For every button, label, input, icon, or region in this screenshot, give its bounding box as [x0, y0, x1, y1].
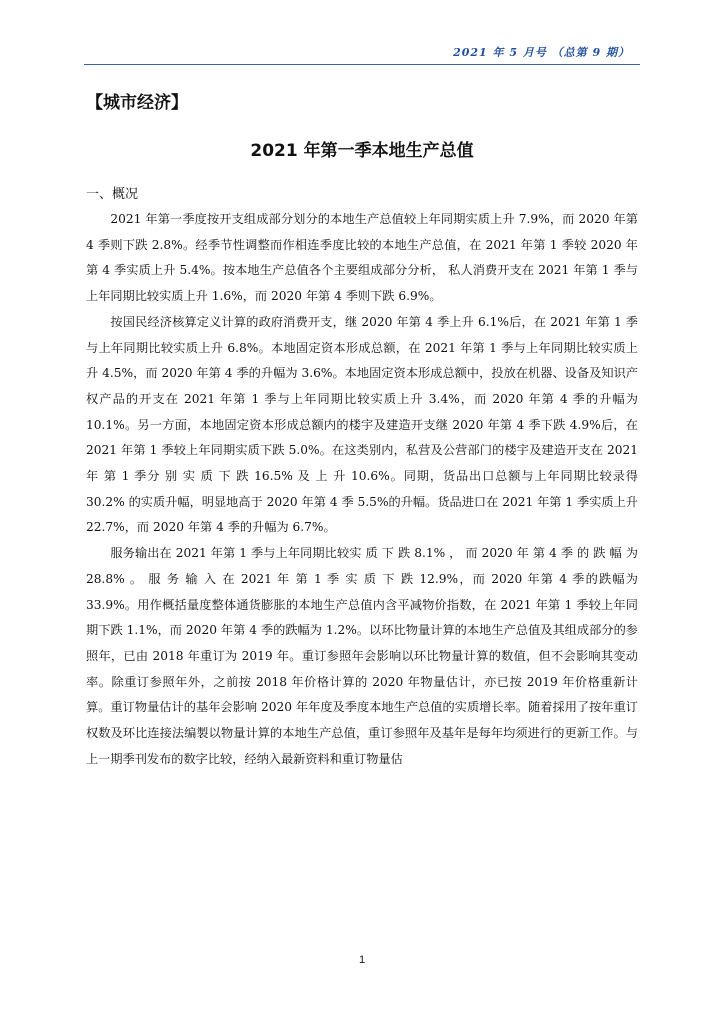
- section-heading: 一、概况: [86, 187, 139, 202]
- header-divider: [84, 64, 640, 65]
- article-title: 2021 年第一季本地生产总值: [250, 141, 474, 161]
- page-number: 1: [358, 954, 366, 966]
- paragraph: 按国民经济核算定义计算的政府消费开支，继 2020 年第 4 季上升 6.1%后，在 2021 年第 1 季与上年同期比较实质上升 6.8%。本地固定资本形成总额，在 2021 年第 1 季与上年同期比较实质上升 4.5%，而 2020 年第 4 季的升幅为 3.6%。本地固定资本形成总额中，投放在机器、设备及知识产权产品的开支在 2021 年第 1 季与上年同期比较实质上升 3.4%，而 2020 年第 4 季的升幅为 10.1%。另一方面，本地固定资本形成总额内的楼宇及建造开支继 2020 年第 4 季下跌 4.9%后，在 2021 年第 1 季较上年同期实质下跌 5.0%。在这类别内，私营及公营部门的楼宇及建造开支在 2021 年 第 1 季分 别 实 质 下 跌 16.5% 及 上 升 10.6%。同期，货品出口总额与上年同期比较录得 30.2% 的实质升幅，明显地高于 2020 年第 4 季 5.5%的升幅。货品进口在 2021 年第 1 季实质上升 22.7%，而 2020 年第 4 季的升幅为 6.7%。: [86, 314, 638, 535]
- article-body: [86, 207, 638, 772]
- issue-header: 2021 年 5 月号 （总第 9 期）: [453, 46, 630, 59]
- section-tag: 【城市经济】: [86, 93, 188, 113]
- paragraph: 服务输出在 2021 年第 1 季与上年同期比较实 质 下 跌 8.1% ， 而 2020 年 第 4 季 的 跌 幅 为 28.8% 。 服 务 输 入 在 2021 年 第 1 季 实 质 下 跌 12.9%，而 2020 年第 4 季的跌幅为 33.9%。用作概括量度整体通货膨胀的本地生产总值内含平减物价指数，在 2021 年第 1 季较上年同期下跌 1.1%，而 2020 年第 4 季的跌幅为 1.2%。以环比物量计算的本地生产总值及其组成部分的参照年，已由 2018 年重订为 2019 年。重订参照年会影响以环比物量计算的数值，但不会影响其变动率。除重订参照年外，之前按 2018 年价格计算的 2020 年物量估计，亦已按 2019 年价格重新计算。重订物量估计的基年会影响 2020 年年度及季度本地生产总值的实质增长率。随着採用了按年重订权数及环比连接法编製以物量计算的本地生产总值，重订参照年及基年是每年均须进行的更新工作。与上一期季刊发布的数字比较，经纳入最新资料和重订物量估: [86, 546, 638, 766]
- paragraph: 2021 年第一季度按开支组成部分划分的本地生产总值较上年同期实质上升 7.9%，而 2020 年第 4 季则下跌 2.8%。经季节性调整而作相连季度比较的本地生产总值，在 2021 年第 1 季较 2020 年第 4 季实质上升 5.4%。按本地生产总值各个主要组成部分分析， 私人消费开支在 2021 年第 1 季与上年同期比较实质上升 1.6%，而 2020 年第 4 季则下跌 6.9%。: [86, 212, 638, 304]
